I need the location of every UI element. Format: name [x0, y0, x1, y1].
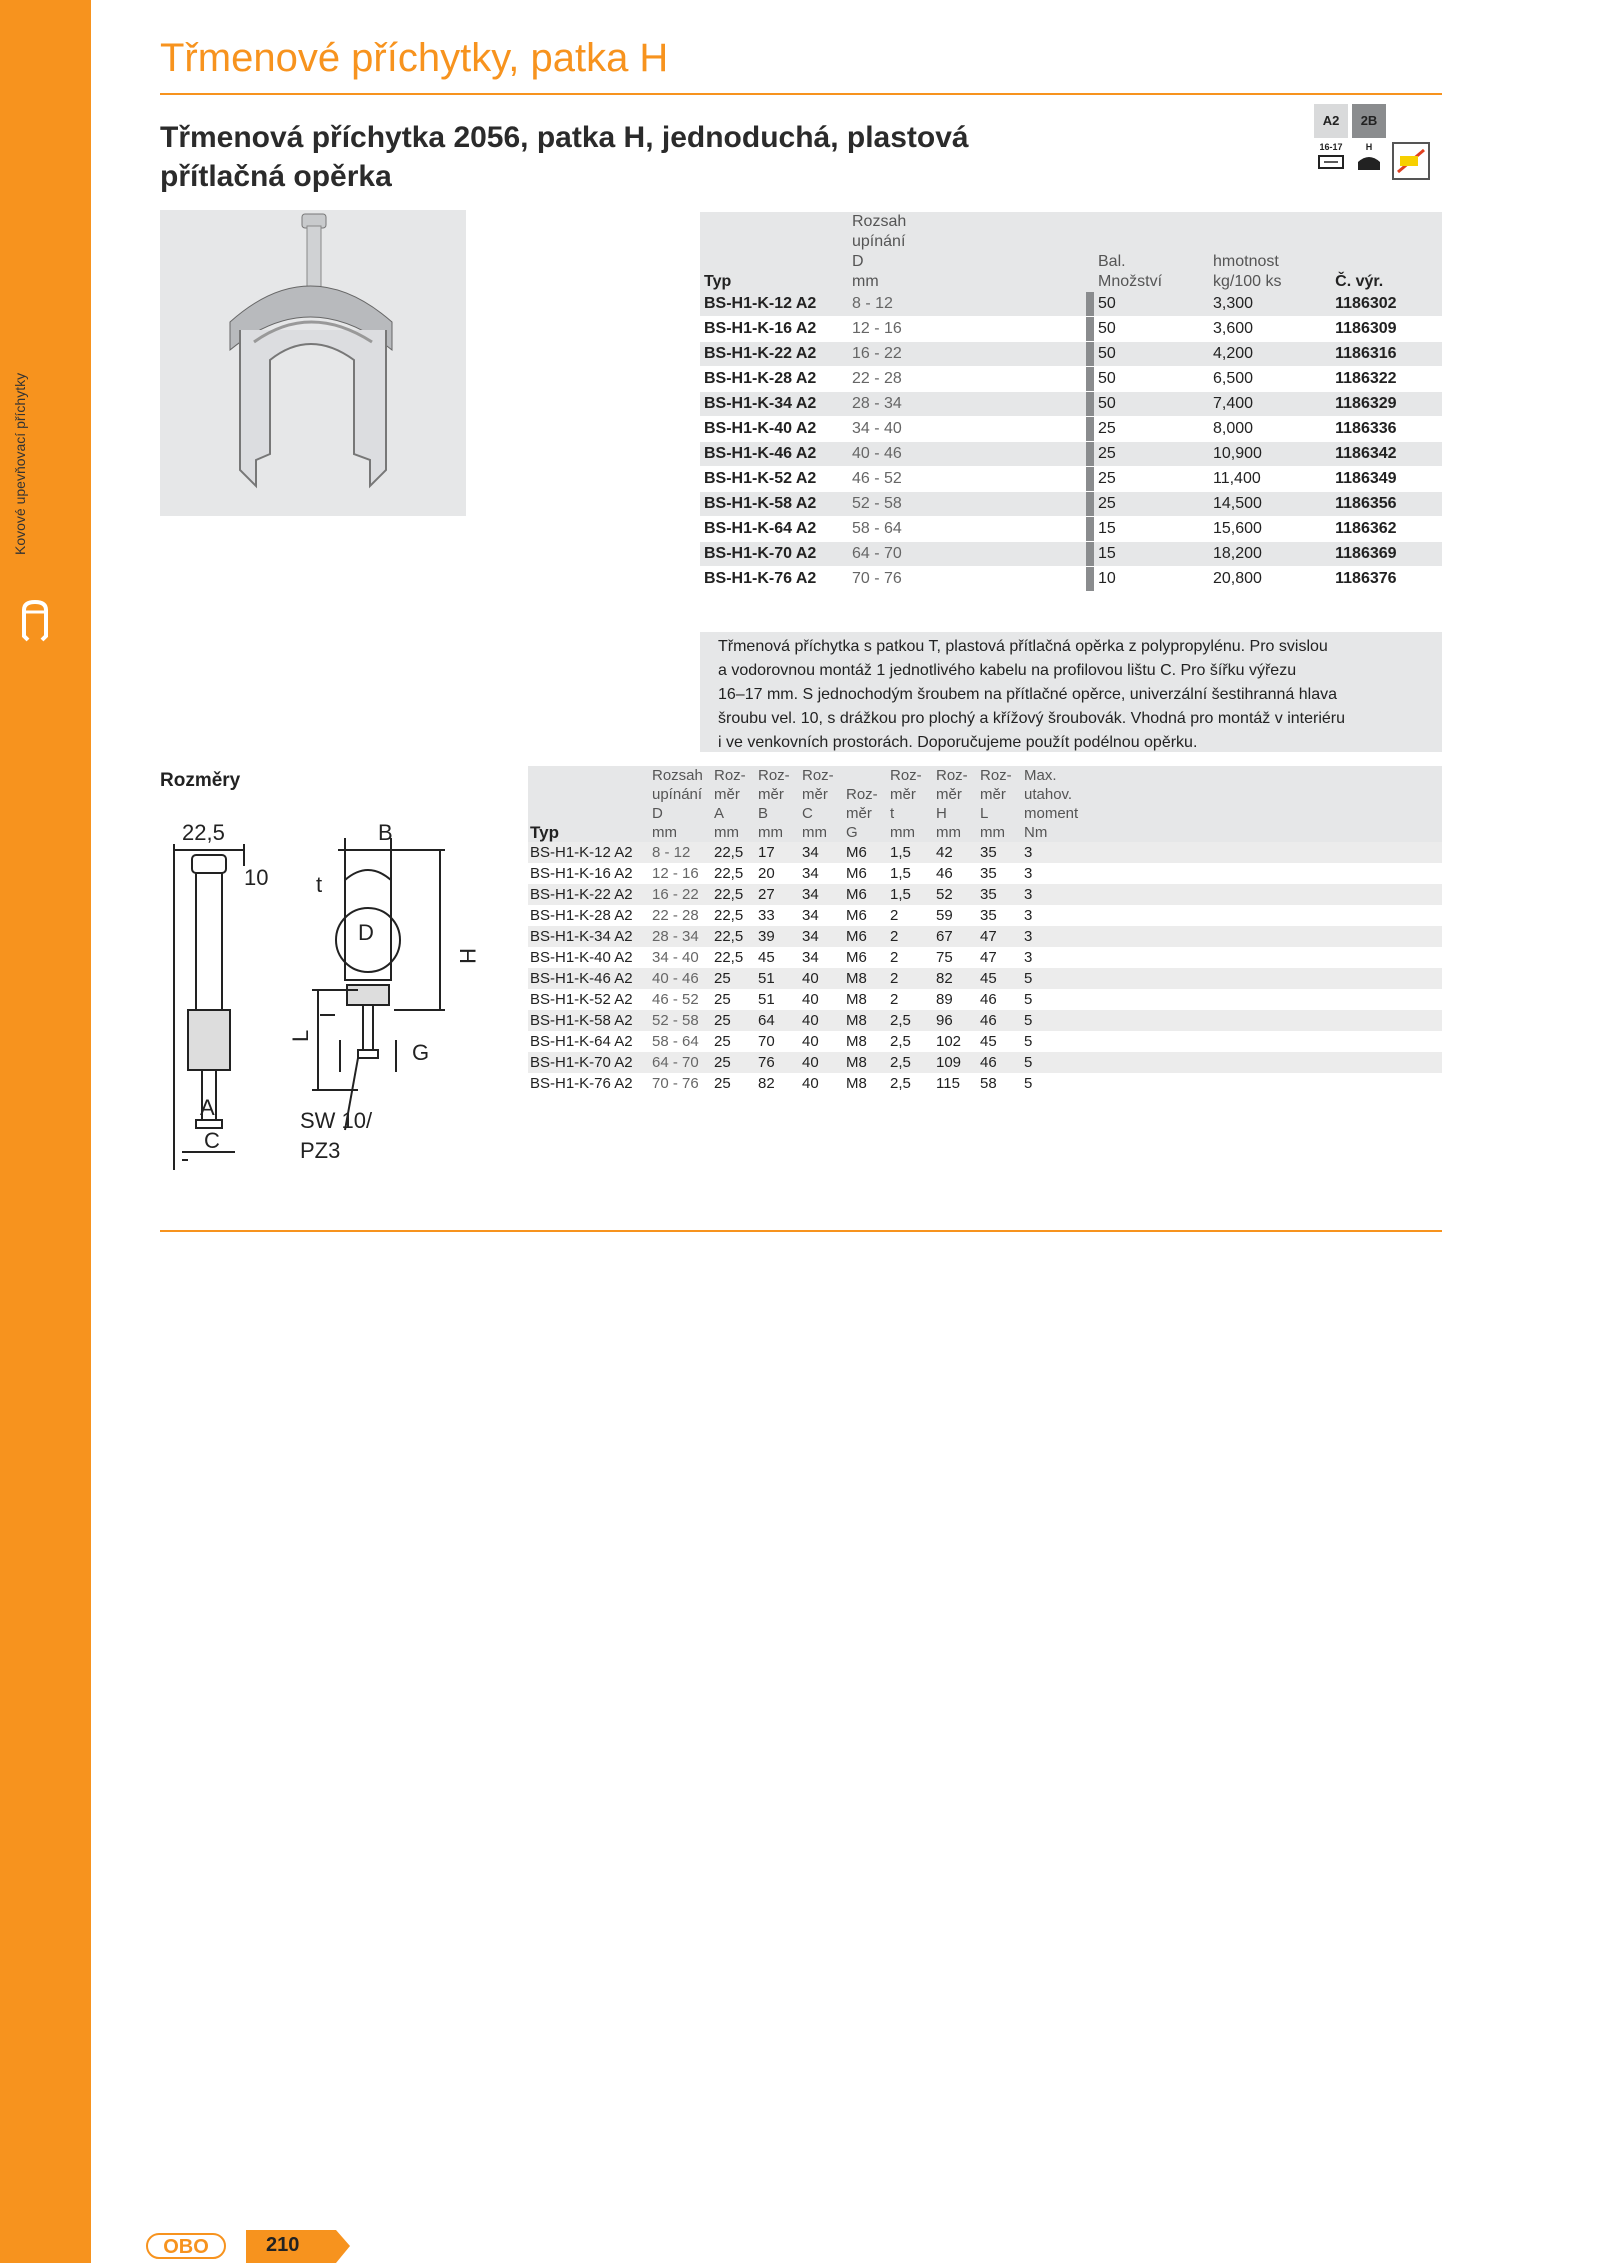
dim-range: 58 - 64	[652, 1033, 699, 1050]
dcol-t: Roz- měr t mm	[890, 767, 922, 841]
weight: 15,600	[1209, 517, 1331, 542]
article-number: 1186302	[1331, 292, 1442, 317]
article-type: BS-H1-K-46 A2	[700, 442, 848, 467]
dim-moment: 5	[1024, 970, 1033, 987]
clamp-range: 70 - 76	[848, 567, 1086, 592]
dim-h: 59	[936, 907, 953, 924]
dim-moment: 3	[1024, 865, 1033, 882]
pack-quantity: 25	[1094, 467, 1209, 492]
dim-type: BS-H1-K-22 A2	[530, 886, 633, 903]
weight: 20,800	[1209, 567, 1331, 592]
dim-a: 22,5	[714, 844, 744, 861]
clamp-range: 34 - 40	[848, 417, 1086, 442]
pack-quantity: 10	[1094, 567, 1209, 592]
row-divider-bar	[1086, 492, 1094, 517]
halogen-free-icon	[1392, 142, 1430, 180]
dim-c: 40	[802, 1012, 819, 1029]
dim-type: BS-H1-K-76 A2	[530, 1075, 633, 1092]
article-type: BS-H1-K-16 A2	[700, 317, 848, 342]
dim-b: 76	[758, 1054, 775, 1071]
dim-moment: 3	[1024, 886, 1033, 903]
dim-b: 17	[758, 844, 775, 861]
col-typ: Typ	[704, 273, 732, 290]
svg-text:A: A	[200, 1095, 215, 1120]
dcol-b: Roz- měr B mm	[758, 767, 790, 841]
article-type: BS-H1-K-12 A2	[700, 292, 848, 317]
row-divider-bar	[1086, 392, 1094, 417]
dim-a: 22,5	[714, 865, 744, 882]
dimension-row	[528, 968, 1442, 989]
col-weight: hmotnost kg/100 ks	[1213, 253, 1282, 290]
dim-l: 35	[980, 865, 997, 882]
dimension-table-header	[528, 766, 1442, 842]
dim-c: 40	[802, 1033, 819, 1050]
row-divider-bar	[1086, 442, 1094, 467]
clamp-range: 8 - 12	[848, 292, 1086, 317]
dim-g: M6	[846, 865, 867, 882]
svg-text:L: L	[288, 1029, 313, 1042]
article-row	[700, 467, 1442, 492]
dim-b: 20	[758, 865, 775, 882]
svg-text:B: B	[378, 820, 393, 845]
row-divider-bar	[1086, 542, 1094, 567]
article-type: BS-H1-K-70 A2	[700, 542, 848, 567]
dim-type: BS-H1-K-40 A2	[530, 949, 633, 966]
h-foot-icon: H	[1352, 142, 1386, 182]
dim-a: 22,5	[714, 886, 744, 903]
dim-moment: 5	[1024, 1075, 1033, 1092]
clamp-range: 52 - 58	[848, 492, 1086, 517]
dim-l: 35	[980, 907, 997, 924]
dim-h: 67	[936, 928, 953, 945]
dimension-row	[528, 1052, 1442, 1073]
article-row	[700, 317, 1442, 342]
product-title-line1: Třmenová příchytka 2056, patka H, jednoduchá, plastová	[160, 121, 969, 154]
dim-b: 82	[758, 1075, 775, 1092]
article-row	[700, 517, 1442, 542]
pack-quantity: 50	[1094, 317, 1209, 342]
pack-quantity: 50	[1094, 342, 1209, 367]
article-number: 1186342	[1331, 442, 1442, 467]
dim-h: 42	[936, 844, 953, 861]
dcol-l: Roz- měr L mm	[980, 767, 1012, 841]
article-type: BS-H1-K-28 A2	[700, 367, 848, 392]
dim-moment: 3	[1024, 949, 1033, 966]
article-type: BS-H1-K-22 A2	[700, 342, 848, 367]
dim-t: 2,5	[890, 1012, 911, 1029]
dim-range: 64 - 70	[652, 1054, 699, 1071]
dim-t: 2	[890, 949, 899, 966]
clamp-range: 28 - 34	[848, 392, 1086, 417]
article-row	[700, 292, 1442, 317]
dimension-drawing	[160, 810, 500, 1170]
dimension-table-body	[528, 842, 1442, 1094]
clamp-range: 64 - 70	[848, 542, 1086, 567]
dim-h: 109	[936, 1054, 962, 1071]
dimension-row	[528, 1031, 1442, 1052]
article-row	[700, 442, 1442, 467]
article-number: 1186376	[1331, 567, 1442, 592]
dim-t: 2,5	[890, 1054, 911, 1071]
weight: 8,000	[1209, 417, 1331, 442]
dim-l: 35	[980, 844, 997, 861]
dim-t: 2	[890, 928, 899, 945]
dim-b: 39	[758, 928, 775, 945]
dim-t: 2	[890, 907, 899, 924]
dim-range: 34 - 40	[652, 949, 699, 966]
pack-quantity: 25	[1094, 442, 1209, 467]
product-description: Třmenová příchytka s patkou T, plastová přítlačná opěrka z polypropylénu. Pro svislou a vodorovnou montáž 1 jednotlivého kabelu na profilovou lištu C. Pro šířku výřezu 16–17 mm. S jednochodým šroubem na přítlačné opěrce, univerzální šestihranná hlava šroubu vel. 10, s drážkou pro plochý a křížový šroubovák. Vhodná pro montáž v interiéru i ve venkovních prostorách. Doporučujeme použít podélnou opěrku.	[700, 632, 1442, 752]
article-row	[700, 342, 1442, 367]
dim-type: BS-H1-K-70 A2	[530, 1054, 633, 1071]
page-title: Třmenové příchytky, patka H	[160, 36, 669, 80]
svg-text:G: G	[412, 1040, 430, 1065]
dim-g: M8	[846, 1075, 867, 1092]
dim-type: BS-H1-K-12 A2	[530, 844, 633, 861]
article-number: 1186369	[1331, 542, 1442, 567]
dcol-g: Roz- měr G	[846, 786, 878, 841]
weight: 11,400	[1209, 467, 1331, 492]
dim-range: 12 - 16	[652, 865, 699, 882]
article-row	[700, 367, 1442, 392]
clamp-range: 22 - 28	[848, 367, 1086, 392]
clamp-range: 58 - 64	[848, 517, 1086, 542]
dim-range: 40 - 46	[652, 970, 699, 987]
weight: 3,300	[1209, 292, 1331, 317]
article-row	[700, 542, 1442, 567]
dimension-row	[528, 947, 1442, 968]
article-number: 1186322	[1331, 367, 1442, 392]
dim-a: 25	[714, 991, 731, 1008]
product-badges	[1314, 104, 1444, 184]
article-type: BS-H1-K-58 A2	[700, 492, 848, 517]
dim-h: 52	[936, 886, 953, 903]
dim-moment: 5	[1024, 1033, 1033, 1050]
weight: 3,600	[1209, 317, 1331, 342]
svg-text:OBO: OBO	[163, 2236, 209, 2258]
dim-c: 40	[802, 1075, 819, 1092]
dimensions-heading: Rozměry	[160, 770, 241, 791]
svg-text:D: D	[358, 920, 374, 945]
dim-h: 102	[936, 1033, 962, 1050]
dim-type: BS-H1-K-28 A2	[530, 907, 633, 924]
weight: 4,200	[1209, 342, 1331, 367]
row-divider-bar	[1086, 317, 1094, 342]
dim-a: 22,5	[714, 907, 744, 924]
product-photo	[160, 210, 466, 516]
row-divider-bar	[1086, 342, 1094, 367]
dim-t: 2,5	[890, 1075, 911, 1092]
article-number: 1186316	[1331, 342, 1442, 367]
clip-section-icon	[18, 598, 52, 644]
dim-range: 46 - 52	[652, 991, 699, 1008]
dim-range: 70 - 76	[652, 1075, 699, 1092]
pack-quantity: 50	[1094, 367, 1209, 392]
dim-type: BS-H1-K-46 A2	[530, 970, 633, 987]
dim-h: 96	[936, 1012, 953, 1029]
dim-moment: 5	[1024, 1054, 1033, 1071]
dim-l: 45	[980, 970, 997, 987]
dim-type: BS-H1-K-58 A2	[530, 1012, 633, 1029]
dim-g: M8	[846, 1054, 867, 1071]
pack-quantity: 15	[1094, 517, 1209, 542]
dim-t: 1,5	[890, 844, 911, 861]
row-divider-bar	[1086, 367, 1094, 392]
dim-g: M8	[846, 970, 867, 987]
dim-range: 52 - 58	[652, 1012, 699, 1029]
obo-logo	[146, 2233, 226, 2259]
dim-g: M8	[846, 991, 867, 1008]
dim-a: 25	[714, 1033, 731, 1050]
article-table	[700, 212, 1442, 592]
dim-type: BS-H1-K-64 A2	[530, 1033, 633, 1050]
dim-c: 40	[802, 970, 819, 987]
page-number: 210	[246, 2230, 350, 2263]
article-table-header	[700, 212, 1442, 292]
dim-l: 47	[980, 928, 997, 945]
dim-b: 64	[758, 1012, 775, 1029]
dimension-row	[528, 905, 1442, 926]
dim-type: BS-H1-K-52 A2	[530, 991, 633, 1008]
dim-a: 25	[714, 970, 731, 987]
row-divider-bar	[1086, 567, 1094, 592]
article-row	[700, 417, 1442, 442]
row-divider-bar	[1086, 292, 1094, 317]
article-type: BS-H1-K-52 A2	[700, 467, 848, 492]
row-divider-bar	[1086, 417, 1094, 442]
dim-moment: 5	[1024, 991, 1033, 1008]
dim-b: 51	[758, 991, 775, 1008]
dim-g: M6	[846, 928, 867, 945]
dim-moment: 5	[1024, 1012, 1033, 1029]
dim-g: M8	[846, 1033, 867, 1050]
dim-l: 46	[980, 1012, 997, 1029]
dim-c: 34	[802, 844, 819, 861]
article-number: 1186349	[1331, 467, 1442, 492]
dim-range: 28 - 34	[652, 928, 699, 945]
dim-l: 58	[980, 1075, 997, 1092]
dim-t: 2	[890, 970, 899, 987]
dim-g: M8	[846, 1012, 867, 1029]
col-range: Rozsah upínání D mm	[852, 213, 907, 290]
dim-a: 25	[714, 1075, 731, 1092]
dim-moment: 3	[1024, 844, 1033, 861]
dim-l: 46	[980, 1054, 997, 1071]
dim-c: 34	[802, 907, 819, 924]
dim-c: 40	[802, 991, 819, 1008]
weight: 7,400	[1209, 392, 1331, 417]
dim-range: 22 - 28	[652, 907, 699, 924]
dim-type: BS-H1-K-34 A2	[530, 928, 633, 945]
dim-h: 89	[936, 991, 953, 1008]
dcol-range: Rozsah upínání D mm	[652, 767, 703, 841]
dim-moment: 3	[1024, 907, 1033, 924]
article-type: BS-H1-K-76 A2	[700, 567, 848, 592]
badge-2b: 2B	[1352, 104, 1386, 138]
dim-l: 47	[980, 949, 997, 966]
dim-l: 35	[980, 886, 997, 903]
clamp-range: 16 - 22	[848, 342, 1086, 367]
dim-a: 22,5	[714, 928, 744, 945]
row-divider-bar	[1086, 467, 1094, 492]
pack-quantity: 25	[1094, 492, 1209, 517]
dim-range: 8 - 12	[652, 844, 691, 861]
svg-text:t: t	[316, 872, 323, 897]
weight: 18,200	[1209, 542, 1331, 567]
article-type: BS-H1-K-34 A2	[700, 392, 848, 417]
article-type: BS-H1-K-64 A2	[700, 517, 848, 542]
dcol-a: Roz- měr A mm	[714, 767, 746, 841]
weight: 6,500	[1209, 367, 1331, 392]
dim-t: 1,5	[890, 865, 911, 882]
dim-g: M6	[846, 949, 867, 966]
sidebar-section-label: Kovové upevňovací příchytky	[12, 372, 28, 555]
dim-c: 34	[802, 949, 819, 966]
dim-h: 82	[936, 970, 953, 987]
pack-quantity: 50	[1094, 292, 1209, 317]
article-row	[700, 567, 1442, 592]
dim-b: 45	[758, 949, 775, 966]
product-title	[160, 118, 1110, 196]
dimension-row	[528, 884, 1442, 905]
article-row	[700, 392, 1442, 417]
article-table-body	[700, 292, 1442, 592]
dim-b: 33	[758, 907, 775, 924]
row-divider-bar	[1086, 517, 1094, 542]
slot-width-icon: 16-17	[1314, 142, 1348, 182]
dimension-row	[528, 1010, 1442, 1031]
dcol-typ: Typ	[530, 823, 559, 842]
article-number: 1186336	[1331, 417, 1442, 442]
dimension-row	[528, 989, 1442, 1010]
dim-g: M6	[846, 907, 867, 924]
badge-a2: A2	[1314, 104, 1348, 138]
dim-c: 34	[802, 928, 819, 945]
dcol-moment: Max. utahov. moment Nm	[1024, 767, 1079, 841]
svg-text:PZ3: PZ3	[300, 1138, 341, 1163]
clamp-range: 40 - 46	[848, 442, 1086, 467]
col-article: Č. výr.	[1335, 273, 1384, 290]
article-number: 1186329	[1331, 392, 1442, 417]
svg-text:H: H	[455, 948, 480, 964]
dim-b: 70	[758, 1033, 775, 1050]
pack-quantity: 15	[1094, 542, 1209, 567]
dimension-row	[528, 842, 1442, 863]
dim-g: M6	[846, 844, 867, 861]
article-number: 1186362	[1331, 517, 1442, 542]
weight: 10,900	[1209, 442, 1331, 467]
dim-b: 27	[758, 886, 775, 903]
dim-g: M6	[846, 886, 867, 903]
article-number: 1186309	[1331, 317, 1442, 342]
dim-h: 46	[936, 865, 953, 882]
article-type: BS-H1-K-40 A2	[700, 417, 848, 442]
dim-a: 25	[714, 1012, 731, 1029]
article-number: 1186356	[1331, 492, 1442, 517]
svg-text:SW 10/: SW 10/	[300, 1108, 373, 1133]
dim-c: 34	[802, 865, 819, 882]
svg-text:22,5: 22,5	[182, 820, 225, 845]
dim-c: 34	[802, 886, 819, 903]
dimension-row	[528, 1073, 1442, 1094]
product-title-line2: přítlačná opěrka	[160, 160, 392, 193]
title-divider	[160, 93, 1442, 95]
dimension-row	[528, 926, 1442, 947]
dimension-table	[528, 766, 1442, 1094]
dim-a: 22,5	[714, 949, 744, 966]
dim-h: 115	[936, 1075, 960, 1092]
dcol-h: Roz- měr H mm	[936, 767, 968, 841]
dimension-row	[528, 863, 1442, 884]
bottom-divider	[160, 1230, 1442, 1232]
dim-t: 2,5	[890, 1033, 911, 1050]
col-qty: Bal. Množství	[1098, 253, 1163, 290]
pack-quantity: 50	[1094, 392, 1209, 417]
weight: 14,500	[1209, 492, 1331, 517]
dim-type: BS-H1-K-16 A2	[530, 865, 633, 882]
pack-quantity: 25	[1094, 417, 1209, 442]
dim-c: 40	[802, 1054, 819, 1071]
dim-h: 75	[936, 949, 953, 966]
article-row	[700, 492, 1442, 517]
clamp-range: 12 - 16	[848, 317, 1086, 342]
dim-b: 51	[758, 970, 775, 987]
dim-moment: 3	[1024, 928, 1033, 945]
clamp-range: 46 - 52	[848, 467, 1086, 492]
dcol-c: Roz- měr C mm	[802, 767, 834, 841]
dim-a: 25	[714, 1054, 731, 1071]
dim-l: 46	[980, 991, 997, 1008]
dim-t: 1,5	[890, 886, 911, 903]
dim-l: 45	[980, 1033, 997, 1050]
svg-text:10: 10	[244, 865, 269, 890]
svg-text:C: C	[204, 1128, 220, 1153]
dim-t: 2	[890, 991, 899, 1008]
dim-range: 16 - 22	[652, 886, 699, 903]
